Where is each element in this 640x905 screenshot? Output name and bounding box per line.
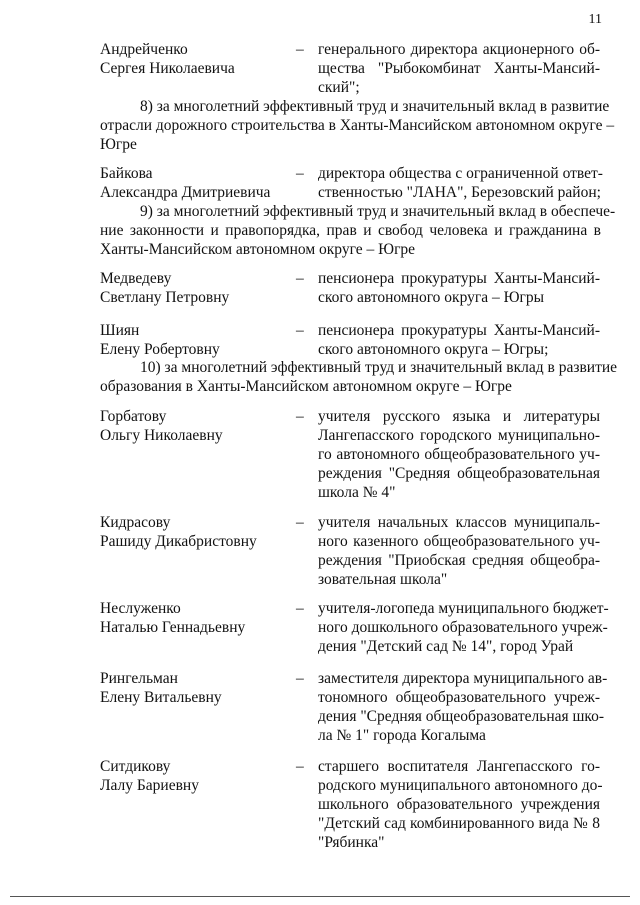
para-line: ние законности и правопорядка, прав и свобод человека и гражданина в: [100, 222, 601, 239]
desc-line: генерального директора акционерного об-: [318, 41, 600, 58]
desc-line: Лангепасского городского муниципально-: [318, 427, 600, 444]
name-line: Елену Робертовну: [100, 341, 220, 358]
dash: –: [296, 408, 304, 425]
recipient-name: [100, 269, 275, 307]
recipient-position: [318, 669, 608, 745]
dash: –: [296, 514, 304, 531]
desc-line: школьного образовательного учреждения: [318, 796, 600, 813]
desc-line: щества "Рыбокомбинат Ханты-Мансий-: [318, 60, 600, 77]
desc-line: ственностью "ЛАНА", Березовский район;: [318, 184, 601, 201]
award-category-paragraph: [100, 97, 615, 154]
recipient-position: [318, 599, 609, 656]
recipient-position: [318, 407, 600, 502]
para-line: 9) за многолетний эффективный труд и значительный вклад в обеспече-: [140, 203, 616, 220]
recipient-name: [100, 164, 275, 202]
recipient-position: [318, 40, 600, 97]
para-line: 10) за многолетний эффективный труд и значительный вклад в развитие: [140, 359, 618, 376]
desc-line: го автономного общеобразовательного уч-: [318, 446, 600, 463]
desc-line: учителя русского языка и литературы: [318, 408, 600, 425]
desc-line: пенсионера прокуратуры Ханты-Мансий-: [318, 322, 600, 339]
desc-line: родского муниципального автономного до-: [318, 777, 603, 794]
desc-line: реждения "Приобская средняя общеобра-: [318, 552, 600, 569]
desc-line: ского автономного округа – Югры;: [318, 341, 549, 358]
name-line: Наталью Геннадьевну: [100, 619, 246, 636]
recipient-name: [100, 599, 275, 637]
desc-line: ский";: [318, 79, 360, 96]
name-line: Горбатову: [100, 408, 167, 425]
dash: –: [296, 600, 304, 617]
para-line: Ханты-Мансийском автономном округе – Югре: [100, 241, 416, 258]
para-line: 8) за многолетний эффективный труд и значительный вклад в развитие: [140, 98, 610, 115]
recipient-name: [100, 321, 275, 359]
recipient-position: [318, 513, 600, 589]
name-line: Ситдикову: [100, 758, 171, 775]
dash: –: [296, 758, 304, 775]
recipient-name: [100, 757, 275, 795]
recipient-position: [318, 757, 603, 852]
recipient-name: [100, 513, 275, 551]
desc-line: "Рябинка": [318, 834, 385, 851]
recipient-position: [318, 321, 600, 359]
desc-line: директора общества с ограниченной ответ-: [318, 165, 603, 182]
recipient-name: [100, 40, 275, 78]
name-line: Елену Витальевну: [100, 689, 222, 706]
dash: –: [296, 670, 304, 687]
name-line: Андрейченко: [100, 41, 188, 58]
name-line: Ольгу Николаевну: [100, 427, 223, 444]
desc-line: ского автономного округа – Югры: [318, 289, 545, 306]
desc-line: учителя начальных классов муниципаль-: [318, 514, 600, 531]
scan-bottom-edge: [10, 896, 630, 897]
name-line: Александра Дмитриевича: [100, 184, 271, 201]
desc-line: "Детский сад комбинированного вида № 8: [318, 815, 600, 832]
name-line: Рашиду Дикабристовну: [100, 533, 257, 550]
recipient-position: [318, 164, 603, 202]
name-line: Неслуженко: [100, 600, 181, 617]
name-line: Байкова: [100, 165, 153, 182]
name-line: Лалу Бариевну: [100, 777, 199, 794]
desc-line: зовательная школа": [318, 571, 448, 588]
para-line: образования в Ханты-Мансийском автономном округе – Югре: [100, 378, 512, 395]
name-line: Сергея Николаевича: [100, 60, 235, 77]
desc-line: ного дошкольного образовательного учреж-: [318, 619, 608, 636]
page-number: 11: [588, 12, 602, 27]
desc-line: учителя-логопеда муниципального бюджет-: [318, 600, 609, 617]
desc-line: реждения "Средняя общеобразовательная: [318, 465, 600, 482]
name-line: Светлану Петровну: [100, 289, 230, 306]
name-line: Рингельман: [100, 670, 178, 687]
name-line: Шиян: [100, 322, 140, 339]
recipient-name: [100, 407, 275, 445]
para-line: Югре: [100, 136, 137, 153]
dash: –: [296, 322, 304, 339]
desc-line: дения "Детский сад № 14", город Урай: [318, 638, 574, 655]
dash: –: [296, 165, 304, 182]
desc-line: ного казенного общеобразовательного уч-: [318, 533, 600, 550]
award-category-paragraph: [100, 358, 618, 396]
award-category-paragraph: [100, 202, 616, 259]
desc-line: старшего воспитателя Лангепасского го-: [318, 758, 600, 775]
dash: –: [296, 270, 304, 287]
dash: –: [296, 41, 304, 58]
desc-line: тономного общеобразовательного учреж-: [318, 689, 600, 706]
recipient-name: [100, 669, 275, 707]
desc-line: школа № 4": [318, 484, 396, 501]
name-line: Кидрасову: [100, 514, 171, 531]
desc-line: пенсионера прокуратуры Ханты-Мансий-: [318, 270, 600, 287]
para-line: отрасли дорожного строительства в Ханты-Мансийском автономном округе –: [100, 117, 615, 134]
name-line: Медведеву: [100, 270, 172, 287]
recipient-position: [318, 269, 600, 307]
desc-line: заместителя директора муниципального ав-: [318, 670, 608, 687]
desc-line: ла № 1" города Когалыма: [318, 727, 486, 744]
desc-line: дения "Средняя общеобразовательная шко-: [318, 708, 605, 725]
